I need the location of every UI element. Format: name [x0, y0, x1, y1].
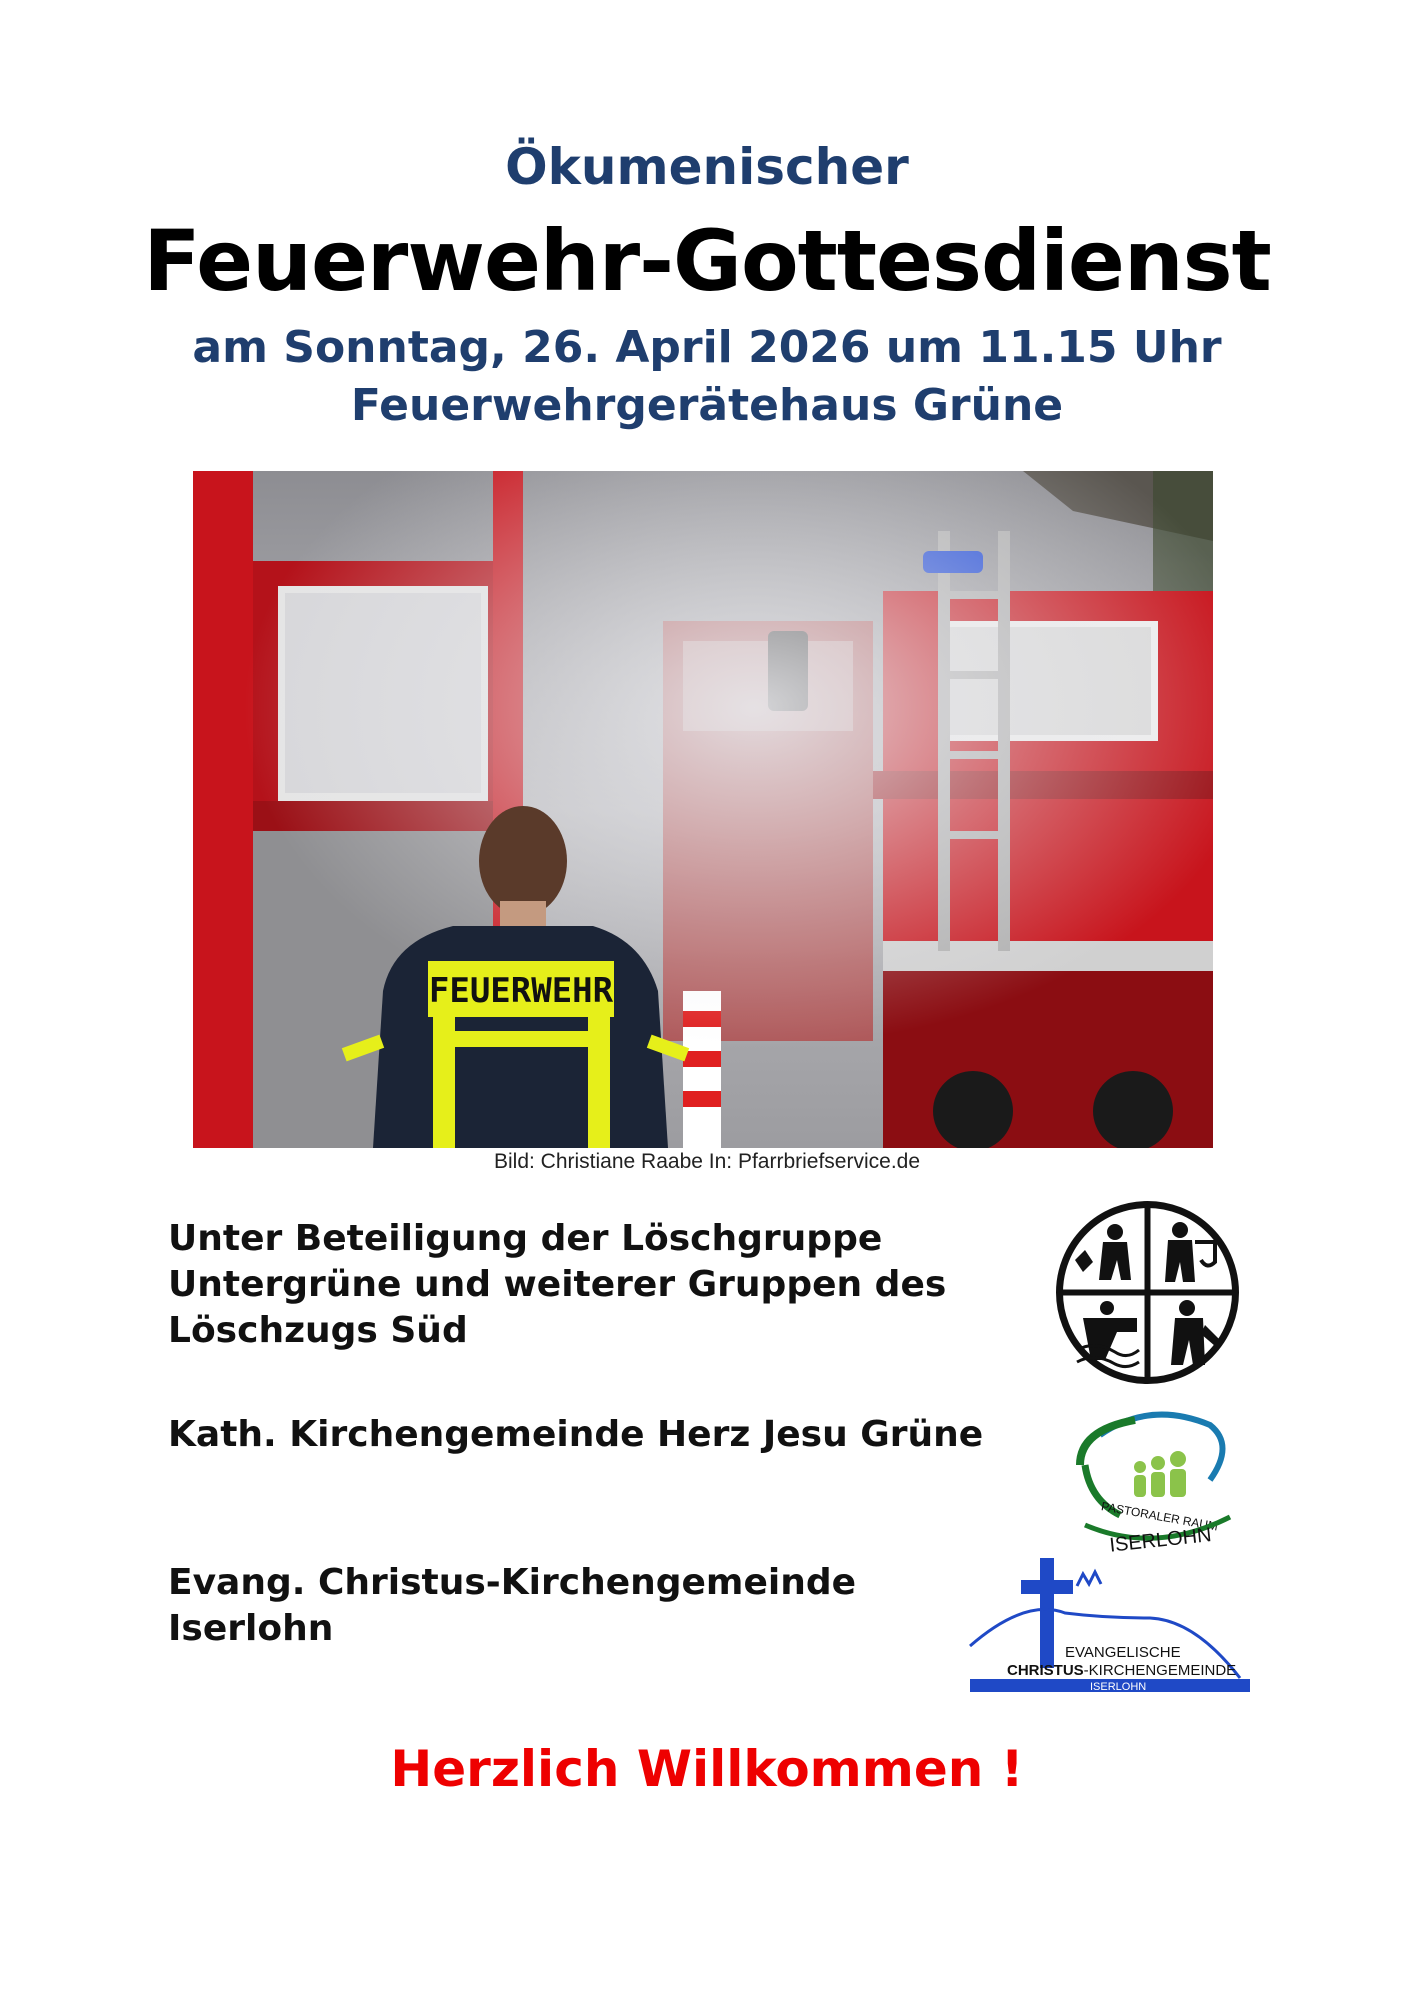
- firefighter-emblem-icon: [1055, 1200, 1240, 1385]
- evangelical-logo-line2-bold: CHRISTUS: [1007, 1662, 1084, 1679]
- fire-truck-photo: [193, 471, 1213, 1148]
- participant-protestant-parish: Evang. Christus-Kirchengemeinde Iserlohn: [168, 1562, 857, 1649]
- photo-credit: Bild: Christiane Raabe In: Pfarrbriefservice.de: [493, 1150, 921, 1173]
- evangelical-logo-line2-rest: -KIRCHENGEMEINDE: [1083, 1662, 1237, 1679]
- evangelical-logo-line3: ISERLOHN: [1090, 1681, 1147, 1693]
- evangelical-logo-line2: [1007, 1662, 1236, 1679]
- page-title: Feuerwehr-Gottesdienst: [143, 212, 1271, 310]
- pastoral-logo-line1: PASTORALER RAUM: [1100, 1499, 1219, 1534]
- protestant-church-logo-icon: [965, 1558, 1255, 1708]
- pastoral-logo-line2: ISERLOHN: [1108, 1524, 1213, 1557]
- participant-catholic-parish: Kath. Kirchengemeinde Herz Jesu Grüne: [168, 1414, 984, 1455]
- participant-fire-brigade: Unter Beteiligung der Löschgruppe Untergrüne und weiterer Gruppen des Löschzugs Süd: [168, 1218, 947, 1351]
- location-line: Feuerwehrgerätehaus Grüne: [350, 380, 1064, 431]
- pastoral-area-logo-icon: [1060, 1405, 1235, 1557]
- evangelical-logo-line1: EVANGELISCHE: [1065, 1644, 1181, 1661]
- date-line: am Sonntag, 26. April 2026 um 11.15 Uhr: [192, 322, 1222, 373]
- pre-title: Ökumenischer: [505, 138, 909, 196]
- welcome-message: Herzlich Willkommen !: [390, 1740, 1024, 1798]
- jacket-text: FEUERWEHR: [428, 971, 614, 1011]
